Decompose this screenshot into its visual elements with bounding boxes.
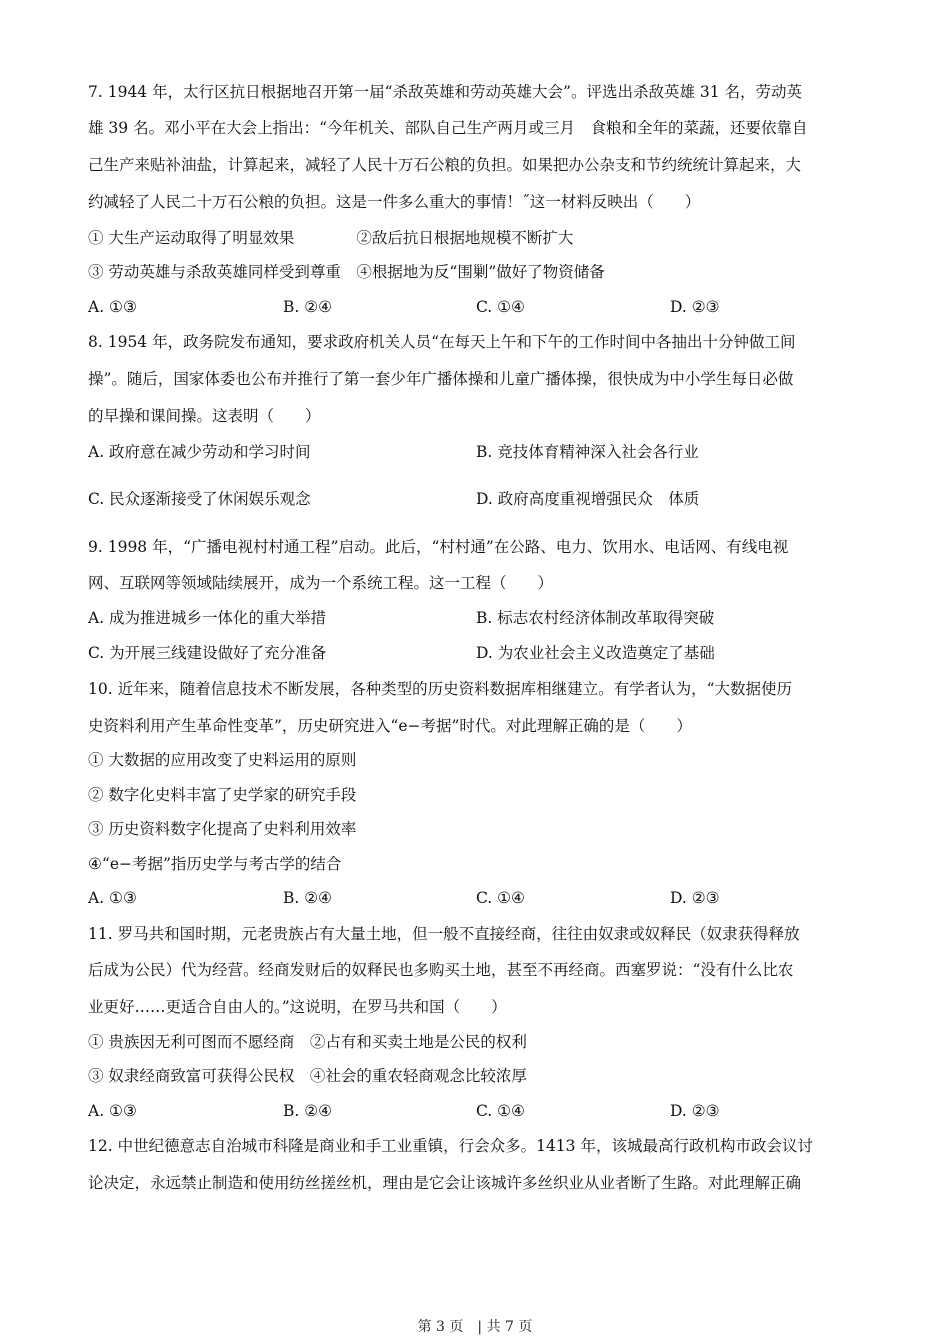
q10-option-b[interactable]: B. ②④ bbox=[283, 889, 333, 907]
q11-statement-2: ③ 奴隶经商致富可获得公民权 ④社会的重农轻商观念比较浓厚 bbox=[88, 1067, 527, 1085]
q11-line-3: 业更好……更适合自由人的。”这说明，在罗马共和国（ ） bbox=[88, 998, 507, 1016]
q9-option-a[interactable]: A. 成为推进城乡一体化的重大举措 bbox=[88, 609, 327, 627]
q7-statement-2: ③ 劳动英雄与杀敌英雄同样受到尊重 ④根据地为反“围剿”做好了物资储备 bbox=[88, 263, 605, 281]
q11-line-1: 11. 罗马共和国时期，元老贵族占有大量土地，但一般不直接经商，往往由奴隶或奴释民（奴隶获得释放 bbox=[88, 925, 800, 943]
q9-line-2: 网、互联网等领域陆续展开，成为一个系统工程。这一工程（ ） bbox=[88, 574, 554, 592]
q7-statement-1: ① 大生产运动取得了明显效果 ②敌后抗日根据地规模不断扩大 bbox=[88, 229, 574, 247]
q11-line-2: 后成为公民）代为经营。经商发财后的奴释民也多购买土地，甚至不再经商。西塞罗说：“没有什么比农 bbox=[88, 961, 794, 979]
q8-option-d[interactable]: D. 政府高度重视增强民众 体质 bbox=[476, 490, 700, 508]
q10-option-d[interactable]: D. ②③ bbox=[670, 889, 720, 907]
q10-option-a[interactable]: A. ①③ bbox=[88, 889, 137, 907]
q7-line-4: 约减轻了人民二十万石公粮的负担。这是一件多么重大的事情！˝这一材料反映出（ ） bbox=[88, 193, 701, 211]
q10-statement-2: ② 数字化史料丰富了史学家的研究手段 bbox=[88, 786, 357, 804]
q9-option-d[interactable]: D. 为农业社会主义改造奠定了基础 bbox=[476, 644, 715, 662]
q7-line-1: 7. 1944 年，太行区抗日根据地召开第一届“杀敌英雄和劳动英雄大会”。评选出杀敌英雄 31 名，劳动英 bbox=[88, 83, 803, 101]
q9-line-1: 9. 1998 年，“广播电视村村通工程”启动。此后，“村村通”在公路、电力、饮用水、电话网、有线电视 bbox=[88, 538, 789, 556]
q11-option-c[interactable]: C. ①④ bbox=[476, 1102, 525, 1120]
q8-option-b[interactable]: B. 竞技体育精神深入社会各行业 bbox=[476, 443, 699, 461]
q7-option-c[interactable]: C. ①④ bbox=[476, 298, 525, 316]
q10-statement-4: ④“e−考据”指历史学与考古学的结合 bbox=[88, 855, 342, 873]
q8-line-1: 8. 1954 年，政务院发布通知，要求政府机关人员“在每天上午和下午的工作时间中各抽出十分钟做工间 bbox=[88, 333, 796, 351]
page-footer: 第 3 页 | 共 7 页 bbox=[417, 1319, 533, 1335]
q10-line-1: 10. 近年来，随着信息技术不断发展，各种类型的历史资料数据库相继建立。有学者认为，“大数据使历 bbox=[88, 680, 793, 698]
q12-line-2: 论决定，永远禁止制造和使用纺丝搓丝机，理由是它会让该城许多丝织业从业者断了生路。对此理解正确 bbox=[88, 1174, 802, 1192]
q10-statement-3: ③ 历史资料数字化提高了史料利用效率 bbox=[88, 820, 357, 838]
q8-line-2: 操”。随后，国家体委也公布并推行了第一套少年广播体操和儿童广播体操，很快成为中小学生每日必做 bbox=[88, 370, 794, 388]
q8-line-3: 的早操和课间操。这表明（ ） bbox=[88, 407, 321, 425]
q7-option-d[interactable]: D. ②③ bbox=[670, 298, 720, 316]
q11-option-d[interactable]: D. ②③ bbox=[670, 1102, 720, 1120]
q7-line-3: 己生产来贴补油盐，计算起来，减轻了人民十万石公粮的负担。如果把办公杂支和节约统统计算起来，大 bbox=[88, 156, 802, 174]
q7-option-b[interactable]: B. ②④ bbox=[283, 298, 333, 316]
q7-option-a[interactable]: A. ①③ bbox=[88, 298, 137, 316]
q9-option-b[interactable]: B. 标志农村经济体制改革取得突破 bbox=[476, 609, 715, 627]
q9-option-c[interactable]: C. 为开展三线建设做好了充分准备 bbox=[88, 644, 327, 662]
q11-statement-1: ① 贵族因无利可图而不愿经商 ②占有和买卖土地是公民的权利 bbox=[88, 1033, 527, 1051]
q12-line-1: 12. 中世纪德意志自治城市科隆是商业和手工业重镇，行会众多。1413 年，该城最高行政机构市政会议讨 bbox=[88, 1137, 813, 1155]
q8-option-c[interactable]: C. 民众逐渐接受了休闲娱乐观念 bbox=[88, 490, 311, 508]
q7-line-2: 雄 39 名。邓小平在大会上指出：“今年机关、部队自己生产两月或三月 食粮和全年的菜蔬，还要依靠自 bbox=[88, 119, 808, 137]
q10-statement-1: ① 大数据的应用改变了史料运用的原则 bbox=[88, 751, 357, 769]
q11-option-b[interactable]: B. ②④ bbox=[283, 1102, 333, 1120]
q10-option-c[interactable]: C. ①④ bbox=[476, 889, 525, 907]
q11-option-a[interactable]: A. ①③ bbox=[88, 1102, 137, 1120]
q10-line-2: 史资料利用产生革命性变革”，历史研究进入“e−考据”时代。对此理解正确的是（ ） bbox=[88, 717, 692, 735]
q8-option-a[interactable]: A. 政府意在减少劳动和学习时间 bbox=[88, 443, 311, 461]
